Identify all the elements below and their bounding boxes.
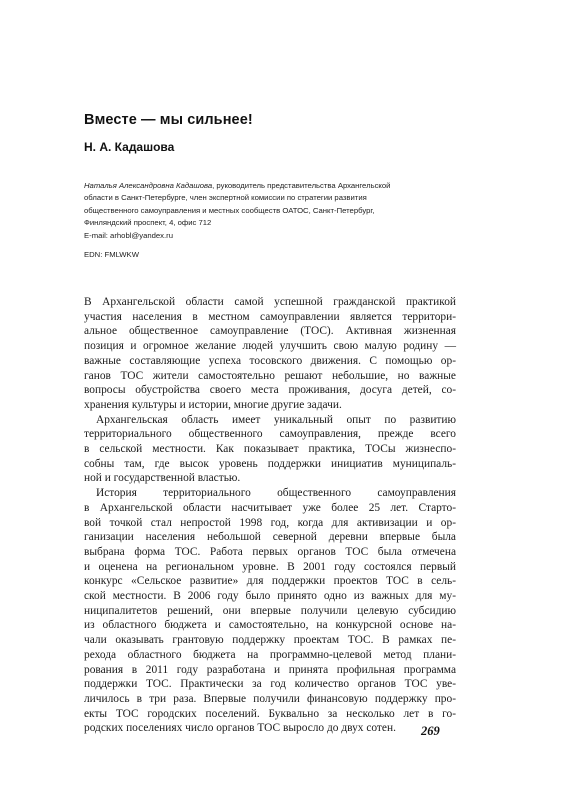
body-line: участия населения в местном самоуправлении является территори- xyxy=(84,310,456,323)
body-line: ганизации населения небольшой северной деревни впервые была xyxy=(84,531,456,544)
body-line: альное общественное самоуправление (ТОС). Активная жизненная xyxy=(84,325,456,338)
body-line: позиция и огромное желание людей улучшить свою малую родину — xyxy=(84,340,456,353)
body-line: выбрана форма ТОС. Работа первых органов ТОС была отмечена xyxy=(84,545,456,558)
body-line: чали оказывать грантовую поддержку проектам ТОС. В рамках пе- xyxy=(84,634,456,647)
body-line: и оценена на региональном уровне. В 2001 году состоялся первый xyxy=(84,560,456,573)
body-line: в Архангельской области насчитывает уже более 25 лет. Старто- xyxy=(84,501,456,514)
body-line: История территориального общественного самоуправления xyxy=(96,487,456,500)
body-line: ской местности. В 2006 году было принято одно из важных для му- xyxy=(84,590,456,603)
body-line: родских поселениях число органов ТОС выросло до двух сотен. xyxy=(84,722,396,735)
body-line: В Архангельской области самой успешной гражданской практикой xyxy=(84,296,456,308)
body-line: рехода областного бюджета на программно-целевой метод плани- xyxy=(84,648,456,661)
article-title: Вместе — мы сильнее! xyxy=(84,112,253,128)
body-line: хранения культуры и истории, многие другие задачи. xyxy=(84,398,342,411)
affiliation-address: Финляндский проспект, 4, офис 712 xyxy=(84,218,212,228)
author-email: E-mail: arhobl@yandex.ru xyxy=(84,230,173,240)
body-line: ниципалитетов решений, они впервые получили целевую субсидию xyxy=(84,604,456,617)
article-body xyxy=(84,295,456,736)
body-line: конкурс «Сельское развитие» для поддержки проектов ТОС в сель- xyxy=(84,575,456,588)
affiliation-line-3: общественного самоуправления и местных сообществ ОАТОС, Санкт-Петербург, xyxy=(84,205,375,215)
affiliation-line-1 xyxy=(84,180,484,192)
body-line: поддержки ТОС. Практически за год количество органов ТОС уве- xyxy=(84,678,456,691)
body-line: ганов ТОС жители самостоятельно решают небольшие, но важные xyxy=(84,369,456,382)
body-line: вопросы обустройства своего места проживания, досуга детей, со- xyxy=(84,384,456,397)
body-line: территориального общественного самоуправления, прежде всего xyxy=(84,428,456,441)
body-line: екты ТОС городских поселений. Буквально за несколько лет в го- xyxy=(84,707,456,720)
body-line: важные составляющие успеха тосовского движения. С помощью ор- xyxy=(84,354,456,367)
body-line: в сельской местности. Как показывает практика, ТОСы жизнеспо- xyxy=(84,443,456,456)
body-line: ной и государственной властью. xyxy=(84,472,241,485)
body-line: вой точкой стал непростой 1998 год, когда для активизации и ор- xyxy=(84,516,456,529)
body-line: Архангельская область имеет уникальный опыт по развитию xyxy=(96,413,456,426)
body-line: из областного бюджета и самостоятельно, на конкурсной основе на- xyxy=(84,619,456,632)
body-line: рования в 2011 году разработана и принята профильная программа xyxy=(84,663,456,676)
affiliation-line-2: области в Санкт-Петербурге, член экспертной комиссии по стратегии развития xyxy=(84,193,367,203)
article-author: Н. А. Кадашова xyxy=(84,140,175,154)
affiliation-line-1-rest: , руководитель представительства Архангельской xyxy=(212,181,391,190)
body-line: собны там, где высок уровень поддержки инициатив муниципаль- xyxy=(84,457,456,470)
page-number: 269 xyxy=(421,724,440,738)
author-full-name: Наталья Александровна Кадашова xyxy=(84,181,213,190)
edn-code: EDN: FMLWKW xyxy=(84,250,139,259)
author-affiliation xyxy=(84,180,484,242)
body-line: личилось в три раза. Впервые получили финансовую поддержку про- xyxy=(84,692,456,705)
